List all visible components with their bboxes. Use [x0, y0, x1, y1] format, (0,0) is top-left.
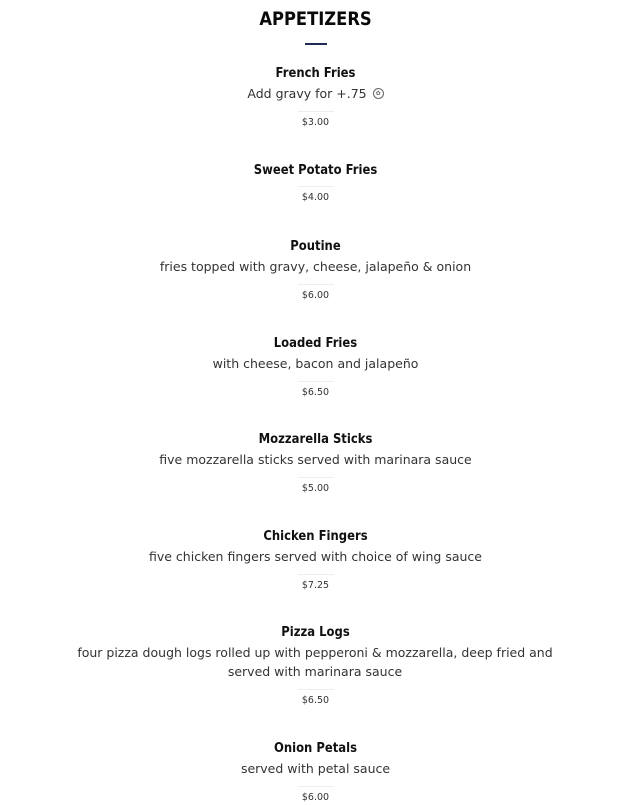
menu-item-sweet-potato-fries [0, 161, 631, 204]
item-description: fries topped with gravy, cheese, jalapeño & onion [159, 259, 472, 274]
item-name: Loaded Fries [273, 335, 358, 351]
section-title: APPETIZERS [259, 8, 372, 30]
item-name: Poutine [290, 238, 341, 254]
divider [298, 689, 334, 690]
divider [298, 477, 334, 478]
item-price: $7.25 [301, 580, 330, 591]
divider [298, 786, 334, 787]
divider [298, 381, 334, 382]
item-price: $5.00 [301, 483, 330, 494]
divider [298, 284, 334, 285]
divider [298, 111, 334, 112]
item-description: served with petal sauce [240, 761, 391, 776]
item-name: Pizza Logs [281, 624, 350, 640]
item-price: $6.00 [301, 290, 330, 301]
title-underline [305, 43, 327, 45]
item-price: $4.00 [301, 192, 330, 203]
item-name: Chicken Fingers [263, 528, 368, 544]
item-name: Sweet Potato Fries [253, 162, 378, 178]
item-description: five mozzarella sticks served with marinara sauce [159, 452, 472, 467]
item-description: five chicken fingers served with choice of wing sauce [149, 549, 482, 564]
menu-item-onion-petals [0, 739, 631, 804]
item-description: with cheese, bacon and jalapeño [212, 356, 419, 371]
item-price: $6.50 [301, 387, 330, 398]
item-name: Onion Petals [273, 740, 358, 756]
item-description: Add gravy for +.75 ✿ [0, 84, 631, 103]
vegetarian-icon: ✿ [373, 88, 384, 99]
item-price: $6.50 [301, 695, 330, 706]
item-name: French Fries [275, 65, 356, 81]
menu-item-poutine [0, 237, 631, 302]
divider [298, 574, 334, 575]
item-price: $6.00 [301, 792, 330, 803]
menu-item-loaded-fries [0, 334, 631, 399]
item-price: $3.00 [301, 117, 330, 128]
item-description: four pizza dough logs rolled up with pepperoni & mozzarella, deep fried and served with marinara sauce [77, 645, 553, 679]
item-name: Mozzarella Sticks [258, 431, 373, 447]
menu-item-french-fries [0, 64, 631, 129]
menu-item-mozzarella-sticks [0, 430, 631, 495]
divider [298, 186, 334, 187]
menu-item-pizza-logs [0, 623, 631, 707]
menu-item-chicken-fingers [0, 527, 631, 592]
